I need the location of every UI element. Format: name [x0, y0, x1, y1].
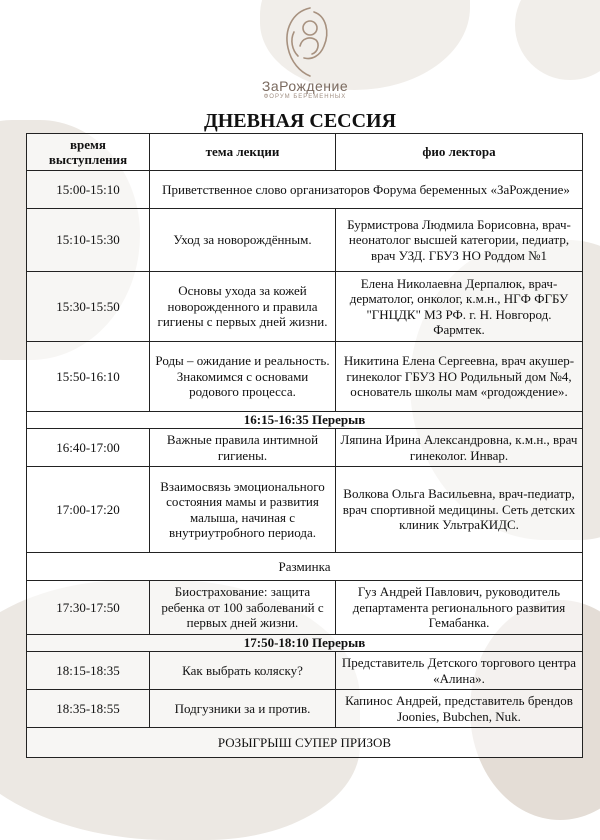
logo-name: ЗаРождение — [261, 78, 349, 94]
table-row — [27, 209, 583, 272]
break-row — [27, 635, 583, 652]
topic-cell: Роды – ожидание и реальность. Знакомимся с основами родового процесса. — [150, 342, 336, 412]
topic-cell: Важные правила интимной гигиены. — [150, 429, 336, 467]
lecturer-cell: Гуз Андрей Павлович, руководитель департамента регионального развития Гемабанка. — [336, 581, 583, 635]
table-row — [27, 272, 583, 342]
table-header-row — [27, 134, 583, 171]
merged-cell: Приветственное слово организаторов Форума беременных «ЗаРождение» — [150, 171, 583, 209]
topic-cell: Как выбрать коляску? — [150, 652, 336, 690]
topic-cell: Биострахование: защита ребенка от 100 заболеваний с первых дней жизни. — [150, 581, 336, 635]
lecturer-cell: Капинос Андрей, представитель брендов Joonies, Bubchen, Nuk. — [336, 690, 583, 728]
break-cell: 17:50-18:10 Перерыв — [27, 635, 583, 652]
time-cell: 17:00-17:20 — [27, 467, 150, 553]
logo-subtitle: ФОРУМ БЕРЕМЕННЫХ — [263, 94, 347, 100]
table-row — [27, 467, 583, 553]
warmup-cell: Разминка — [27, 553, 583, 581]
lecturer-cell: Елена Николаевна Дерпалюк, врач-дерматолог, онколог, к.м.н., НГФ ФГБУ "ГНЦДК" МЗ РФ. г. Н. Новгород. Фармтек. — [336, 272, 583, 342]
break-cell: 16:15-16:35 Перерыв — [27, 412, 583, 429]
header-time: время выступления — [27, 134, 150, 171]
time-cell: 15:00-15:10 — [27, 171, 150, 209]
lecturer-cell: Никитина Елена Сергеевна, врач акушер-гинеколог ГБУЗ НО Родильный дом №4, основатель школы мам «рrодождение». — [336, 342, 583, 412]
table-row — [27, 429, 583, 467]
schedule-table — [26, 133, 583, 758]
logo — [250, 2, 360, 100]
lecturer-cell: Волкова Ольга Васильевна, врач-педиатр, врач спортивной медицины. Сеть детских клиник УльтраКИДС. — [336, 467, 583, 553]
prize-draw-cell: РОЗЫГРЫШ СУПЕР ПРИЗОВ — [27, 728, 583, 758]
table-row — [27, 690, 583, 728]
background-shape — [515, 0, 600, 80]
lecturer-cell: Представитель Детского торгового центра «Алина». — [336, 652, 583, 690]
time-cell: 15:10-15:30 — [27, 209, 150, 272]
time-cell: 18:15-18:35 — [27, 652, 150, 690]
table-row — [27, 342, 583, 412]
topic-cell: Подгузники за и против. — [150, 690, 336, 728]
break-row — [27, 412, 583, 429]
time-cell: 16:40-17:00 — [27, 429, 150, 467]
page-title: ДНЕВНАЯ СЕССИЯ — [203, 110, 397, 132]
header-topic: тема лекции — [150, 134, 336, 171]
topic-cell: Взаимосвязь эмоционального состояния мамы и развития малыша, начиная с внутриутробного периода. — [150, 467, 336, 553]
time-cell: 18:35-18:55 — [27, 690, 150, 728]
lecturer-cell: Бурмистрова Людмила Борисовна, врач-неонатолог высшей категории, педиатр, врач УЗД. ГБУЗ НО Роддом №1 — [336, 209, 583, 272]
table-row — [27, 652, 583, 690]
header-lecturer: фио лектора — [336, 134, 583, 171]
time-cell: 15:50-16:10 — [27, 342, 150, 412]
table-row — [27, 581, 583, 635]
plain-row — [27, 728, 583, 758]
lecturer-cell: Ляпина Ирина Александровна, к.м.н., врач гинеколог. Инвар. — [336, 429, 583, 467]
plain-row — [27, 553, 583, 581]
topic-cell: Основы ухода за кожей новорожденного и правила гигиены с первых дней жизни. — [150, 272, 336, 342]
table-row — [27, 171, 583, 209]
topic-cell: Уход за новорождённым. — [150, 209, 336, 272]
mother-child-logo-icon — [270, 2, 340, 80]
time-cell: 15:30-15:50 — [27, 272, 150, 342]
time-cell: 17:30-17:50 — [27, 581, 150, 635]
